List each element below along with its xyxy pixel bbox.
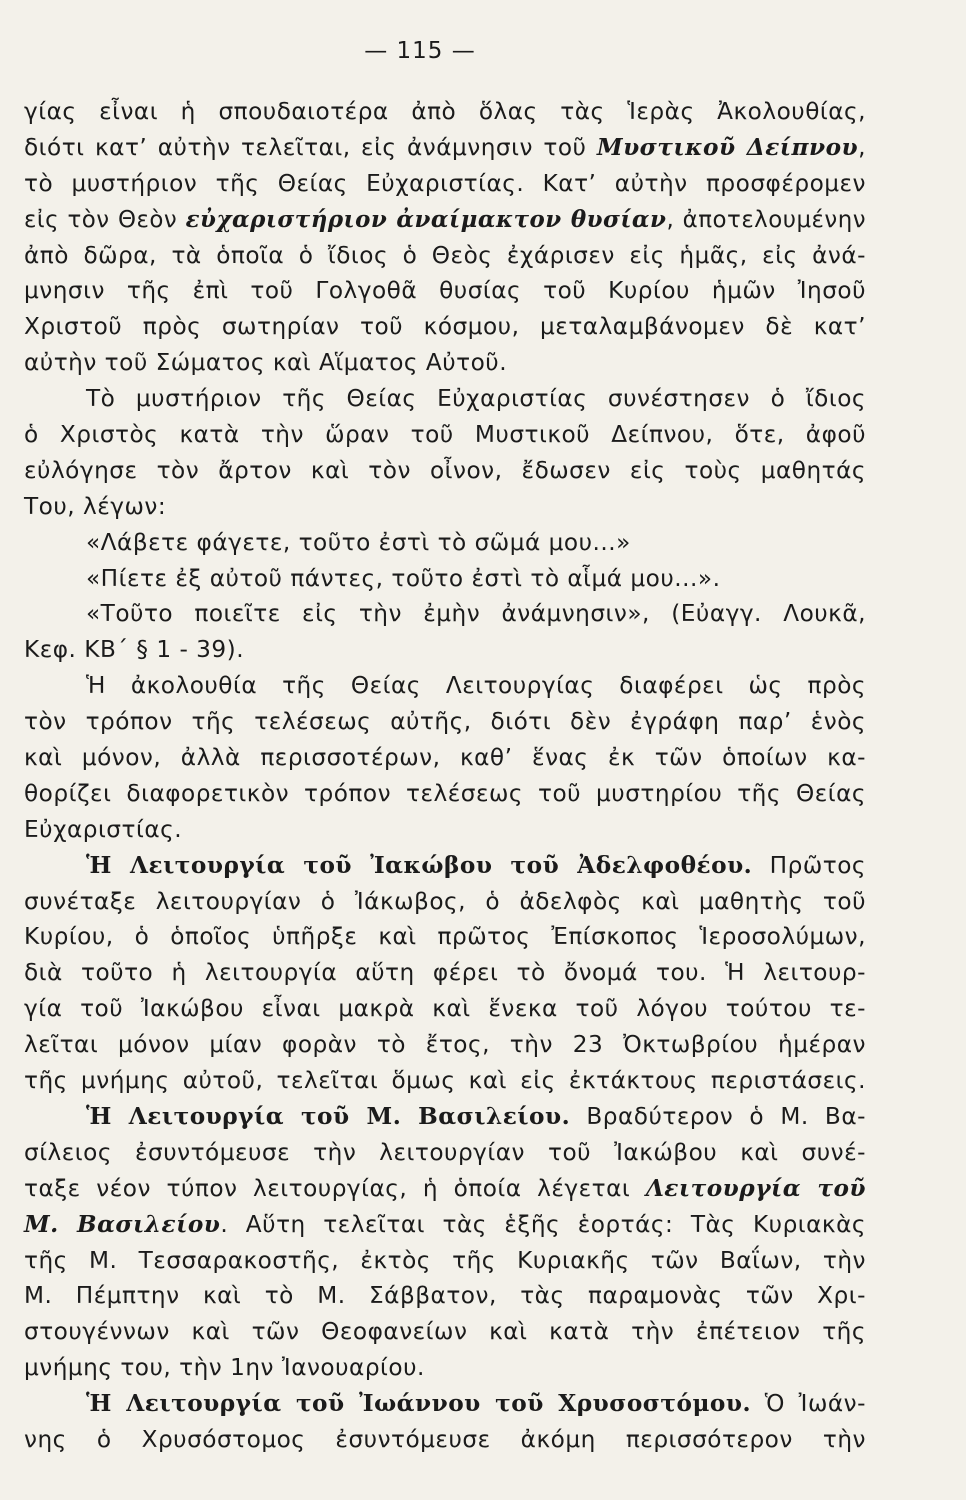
text-line: [24, 632, 866, 668]
text-segment: στουγέννων καὶ τῶν Θεοφανείων καὶ κατὰ τὴν ἐπέτειον τῆς: [24, 1318, 866, 1346]
text-line: [24, 1278, 866, 1314]
text-line: [24, 1063, 866, 1099]
text-segment: «Τοῦτο ποιεῖτε εἰς τὴν ἐμὴν ἀνάμνησιν», (Εὐαγγ. Λουκᾶ,: [86, 600, 866, 628]
text-line: [24, 202, 866, 238]
text-line: [24, 238, 866, 274]
text-line: [24, 1027, 866, 1063]
text-segment: Χριστοῦ πρὸς σωτηρίαν τοῦ κόσμου, μεταλαμβάνομεν δὲ κατ’: [24, 313, 866, 341]
text-segment: συνέταξε λειτουργίαν ὁ Ἰάκωβος, ὁ ἀδελφὸς καὶ μαθητὴς τοῦ: [24, 887, 866, 915]
text-segment: ἀπὸ δῶρα, τὰ ὁποῖα ὁ ἴδιος ὁ Θεὸς ἐχάρισεν εἰς ἡμᾶς, εἰς ἀνά-: [24, 241, 866, 269]
page-number: — 115 —: [364, 38, 476, 64]
text-line: [24, 1350, 866, 1386]
text-segment: τῆς μνήμης αὐτοῦ, τελεῖται ὅμως καὶ εἰς ἐκτάκτους περιστάσεις.: [24, 1067, 866, 1095]
text-line: [24, 848, 866, 884]
text-segment: αὐτὴν τοῦ Σώματος καὶ Αἵματος Αὐτοῦ.: [24, 349, 508, 377]
text-segment: . Αὕτη τελεῖται τὰς ἑξῆς ἑορτάς: Τὰς Κυριακὰς: [220, 1210, 866, 1238]
text-segment: τὸν τρόπον τῆς τελέσεως αὐτῆς, διότι δὲν ἐγράφη παρ’ ἑνὸς: [24, 708, 866, 736]
text-line: [24, 704, 866, 740]
text-segment: Μ. Πέμπτην καὶ τὸ Μ. Σάββατον, τὰς παραμονὰς τῶν Χρι-: [24, 1282, 866, 1310]
emphasis-segment: Λειτουργία τοῦ: [645, 1174, 866, 1202]
text-segment: μνησιν τῆς ἐπὶ τοῦ Γολγοθᾶ θυσίας τοῦ Κυρίου ἡμῶν Ἰησοῦ: [24, 277, 866, 305]
text-line: [24, 668, 866, 704]
text-line: [24, 812, 866, 848]
text-segment: εὐλόγησε τὸν ἄρτον καὶ τὸν οἶνον, ἔδωσεν εἰς τοὺς μαθητάς: [24, 456, 866, 484]
text-segment: γίας εἶναι ἡ σπουδαιοτέρα ἀπὸ ὅλας τὰς Ἱερὰς Ἀκολουθίας,: [24, 98, 866, 125]
text-line: [24, 130, 866, 166]
text-line: [24, 1171, 866, 1207]
text-line: [24, 1207, 866, 1243]
text-line: [24, 1135, 866, 1171]
emphasis-segment: Μυστικοῦ Δείπνου: [596, 133, 859, 161]
emphasis-segment: εὐχαριστήριον ἀναίμακτον θυσίαν: [185, 205, 667, 233]
text-segment: ταξε νέον τύπον λειτουργίας, ἡ ὁποία λέγεται: [24, 1174, 646, 1202]
text-segment: τὸ μυστήριον τῆς Θείας Εὐχαριστίας. Κατ’ αὐτὴν προσφέρομεν: [24, 169, 866, 197]
text-segment: ὁ Χριστὸς κατὰ τὴν ὥραν τοῦ Μυστικοῦ Δείπνου, ὅτε, ἀφοῦ: [24, 421, 866, 449]
emphasis-segment: Ἡ Λειτουργία τοῦ Ἰωάννου τοῦ Χρυσοστόμου.: [86, 1390, 752, 1418]
text-segment: Ὁ Ἰωάν-: [751, 1390, 866, 1418]
text-line: [24, 919, 866, 955]
text-line: [24, 417, 866, 453]
text-line: [24, 1314, 866, 1350]
text-line: [24, 1243, 866, 1279]
text-segment: γία τοῦ Ἰακώβου εἶναι μακρὰ καὶ ἕνεκα τοῦ λόγου τούτου τε-: [24, 995, 866, 1023]
text-segment: , ἀποτελουμένην: [666, 206, 867, 233]
text-line: [24, 776, 866, 812]
text-line: [24, 561, 866, 597]
text-line: [24, 884, 866, 920]
text-segment: σίλειος ἐσυντόμευσε τὴν λειτουργίαν τοῦ Ἰακώβου καὶ συνέ-: [24, 1138, 866, 1166]
text-segment: θορίζει διαφορετικὸν τρόπον τελέσεως τοῦ μυστηρίου τῆς Θείας: [24, 779, 866, 807]
text-segment: εἰς τὸν Θεὸν: [24, 206, 186, 233]
text-line: [24, 596, 866, 632]
text-segment: Κεφ. ΚΒ΄ § 1 - 39).: [24, 636, 245, 664]
text-line: [24, 991, 866, 1027]
text-segment: Εὐχαριστίας.: [24, 815, 183, 843]
text-line: [24, 1099, 866, 1135]
text-segment: διὰ τοῦτο ἡ λειτουργία αὕτη φέρει τὸ ὄνομά του. Ἡ λειτουρ-: [24, 959, 866, 987]
text-segment: Πρῶτος: [752, 851, 866, 879]
text-line: [24, 1386, 866, 1422]
text-line: [24, 1422, 866, 1458]
text-line: [24, 309, 866, 345]
emphasis-segment: Ἡ Λειτουργία τοῦ Μ. Βασιλείου.: [86, 1102, 571, 1130]
emphasis-segment: Μ. Βασιλείου: [24, 1210, 221, 1238]
text-segment: καὶ μόνον, ἀλλὰ περισσοτέρων, καθ’ ἕνας ἐκ τῶν ὁποίων κα-: [24, 744, 866, 772]
text-segment: νης ὁ Χρυσόστομος ἐσυντόμευσε ἀκόμη περισσότερον τὴν: [24, 1425, 866, 1453]
text-segment: Βραδύτερον ὁ Μ. Βα-: [570, 1102, 866, 1130]
text-segment: Κυρίου, ὁ ὁποῖος ὑπῆρξε καὶ πρῶτος Ἐπίσκοπος Ἱεροσολύμων,: [24, 923, 866, 951]
text-segment: Του, λέγων:: [24, 492, 167, 520]
text-line: [24, 525, 866, 561]
text-line: [24, 955, 866, 991]
text-segment: «Πίετε ἐξ αὐτοῦ πάντες, τοῦτο ἐστὶ τὸ αἷμά μου...».: [86, 564, 721, 592]
body-text: [24, 94, 866, 1458]
text-line: [24, 740, 866, 776]
text-line: [24, 166, 866, 202]
text-segment: λεῖται μόνον μίαν φορὰν τὸ ἔτος, τὴν 23 Ὀκτωβρίου ἡμέραν: [24, 1031, 866, 1059]
text-segment: Ἡ ἀκολουθία τῆς Θείας Λειτουργίας διαφέρει ὡς πρὸς: [86, 672, 866, 700]
text-line: [24, 381, 866, 417]
text-line: [24, 453, 866, 489]
text-segment: Τὸ μυστήριον τῆς Θείας Εὐχαριστίας συνέστησεν ὁ ἴδιος: [86, 385, 866, 413]
text-line: [24, 94, 866, 130]
text-segment: διότι κατ’ αὐτὴν τελεῖται, εἰς ἀνάμνησιν τοῦ: [24, 133, 597, 161]
text-segment: τῆς Μ. Τεσσαρακοστῆς, ἐκτὸς τῆς Κυριακῆς τῶν Βαΐων, τὴν: [24, 1246, 866, 1274]
text-segment: «Λάβετε φάγετε, τοῦτο ἐστὶ τὸ σῶμά μου...»: [86, 528, 631, 556]
text-segment: ,: [858, 133, 866, 161]
text-line: [24, 345, 866, 381]
text-line: [24, 489, 866, 525]
text-line: [24, 273, 866, 309]
emphasis-segment: Ἡ Λειτουργία τοῦ Ἰακώβου τοῦ Ἀδελφοθέου.: [86, 851, 753, 879]
text-segment: μνήμης του, τὴν 1ην Ἰανουαρίου.: [24, 1354, 425, 1382]
